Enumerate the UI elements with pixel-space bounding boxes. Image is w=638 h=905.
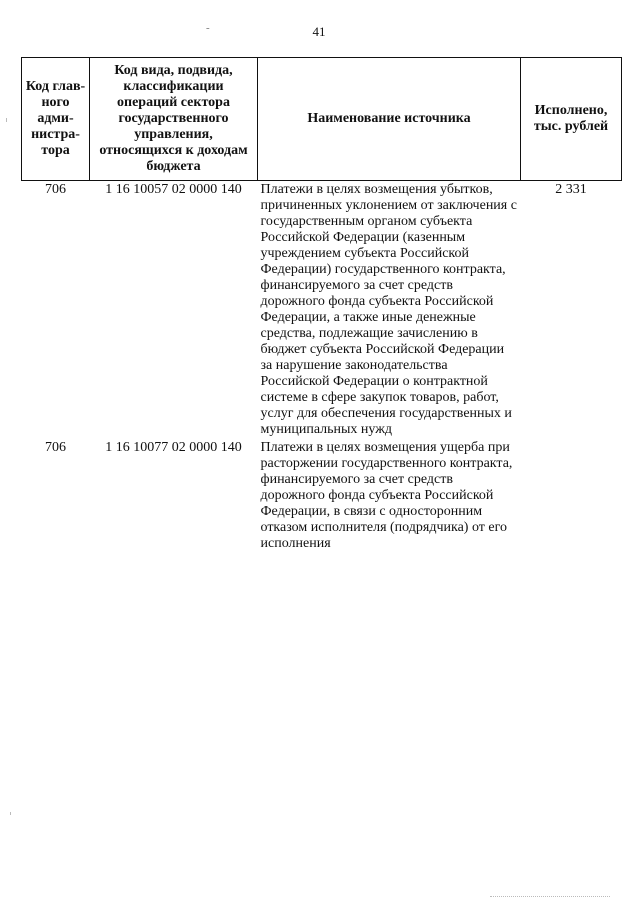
header-classification-code: Код вида, подвида, классификации операций сектора государственного управления, относящихся к доходам бюджета xyxy=(90,58,258,181)
table-header-row xyxy=(22,58,622,181)
page-number: 41 xyxy=(312,24,326,39)
scan-speck xyxy=(6,118,7,122)
scan-edge-dots xyxy=(490,896,610,898)
executed-cell xyxy=(521,440,622,552)
scan-mark: - xyxy=(206,22,210,34)
table-row xyxy=(22,440,622,552)
header-source-name: Наименование источника xyxy=(258,58,521,181)
revenue-sources-table xyxy=(21,57,622,552)
classification-code-cell: 1 16 10077 02 0000 140 xyxy=(105,440,242,455)
admin-code-cell: 706 xyxy=(45,182,66,197)
source-name-cell: Платежи в целях возмещения ущерба при расторжении государственного контракта, финансируемого за счет средств дорожного фонда субъекта Российской Федерации, в связи с односторонним отказом исполнителя (подрядчика) от его исполнения xyxy=(260,440,513,551)
source-name-cell: Платежи в целях возмещения убытков, причиненных уклонением от заключения с государственным органом субъекта Российской Федерации (казенным учреждением субъекта Российской Федерации) государственного контракта, финансируемого за счет средств дорожного фонда субъекта Российской Федерации, а также иные денежные средства, подлежащие зачислению в бюджет субъекта Российской Федерации за нарушение законодательства Российской Федерации о контрактной системе в сфере закупок товаров, работ, услуг для обеспечения государственных и муниципальных нужд xyxy=(260,182,517,437)
header-executed: Исполнено, тыс. рублей xyxy=(521,58,622,181)
header-admin-code: Код глав-ного адми-нистра-тора xyxy=(22,58,90,181)
table-row xyxy=(22,181,622,441)
scan-speck xyxy=(10,812,11,815)
executed-cell: 2 331 xyxy=(555,182,587,197)
admin-code-cell: 706 xyxy=(45,440,66,455)
classification-code-cell: 1 16 10057 02 0000 140 xyxy=(105,182,242,197)
